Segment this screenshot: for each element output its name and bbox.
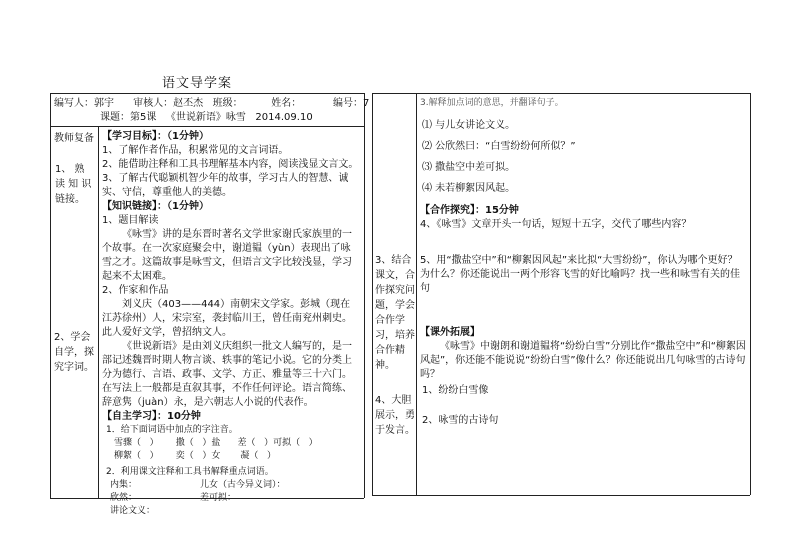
left-table-top-border — [50, 93, 364, 94]
vocab-task-heading: 2．利用课文注释和工具书解释重点词语。 — [106, 467, 274, 477]
vocab-item-xinran: 欣然： — [110, 493, 138, 503]
vocab-item-chakeni: 差可拟： — [200, 493, 237, 503]
left-table-left-border — [50, 93, 51, 498]
author-info-line: 编写人：郭宇 审核人：赵丕杰 班级： 姓名： 编号：7 — [54, 98, 370, 109]
teacher-review-label: 教师复备 — [54, 133, 94, 144]
goals-heading: 【学习目标】：（1分钟） — [102, 131, 209, 142]
title-interpretation-heading: 1、题目解读 — [102, 215, 159, 226]
right-table-top-border — [372, 93, 750, 94]
left-note-2: 2、学会自学，探究字词。 — [54, 332, 94, 373]
goal-item-3: 3、了解古代聪颖机智少年的故事，学习古人的智慧、诚实、守信，尊重他人的美德。 — [102, 173, 349, 198]
pinyin-row-2: 柳絮（ ） 奕（ ）女 凝（ ） — [114, 451, 276, 461]
vocab-item-neiji: 内集： — [110, 480, 138, 490]
right-note-3: 3、结合课文，合作探究问题，学会合作学习，培养合作精神。 — [375, 255, 415, 371]
goal-item-2: 2、能借助注释和工具书理解基本内容，阅读浅显文言文。 — [102, 159, 359, 170]
extension-item-2: 2、咏雪的古诗句 — [422, 415, 499, 426]
extension-paragraph: 《咏雪》中谢朗和谢道韫将“纷纷白雪”分别比作“撒盐空中”和“柳絮因风起”，你还能不能说说“纷纷白雪”像什么？你还能说出几句咏雪的古诗句吗？ — [420, 341, 746, 380]
goal-item-1: 1、了解作者作品，积累常见的文言词语。 — [102, 145, 289, 156]
left-note-1: 1、 熟 读 知 识 链接。 — [55, 164, 92, 205]
author-works-heading: 2、作家和作品 — [102, 285, 169, 296]
sentence-4: ⑷ 未若柳絮因风起。 — [422, 183, 516, 194]
self-study-heading: 【自主学习】：10分钟 — [102, 411, 201, 422]
title-interpretation-paragraph: 《咏雪》讲的是东晋时著名文学世家谢氏家族里的一个故事。在一次家庭聚会中，谢道韫（yùn）表现出了咏雪之才。这篇故事是咏雪文，但语言文字比较浅显，学习起来不太困难。 — [102, 229, 352, 282]
right-table-bottom-border — [372, 495, 750, 496]
left-table-column-divider — [98, 126, 99, 498]
lesson-topic-line: 课题：第5课 《世说新语》咏雪 2014.09.10 — [100, 112, 313, 123]
extension-heading: 【课外拓展】 — [420, 327, 480, 338]
page-title: 语文导学案 — [162, 76, 233, 91]
cooperative-inquiry-heading: 【合作探究】：15分钟 — [420, 205, 519, 216]
book-intro-paragraph: 《世说新语》是由刘义庆组织一批文人编写的，是一部记述魏晋时期人物言谈、轶事的笔记小说。它的分类上分为德行、言语、政事、文学、方正、雅量等三十六门。在写法上一般都是直叙其事，不作任何评论。语言简练、辞意隽（juàn）永，是六朝志人小说的代表作。 — [102, 341, 352, 408]
pinyin-task-heading: 1．给下面词语中加点的字注音。 — [106, 425, 238, 435]
sentence-2: ⑵ 公欣然曰：“白雪纷纷何所似？” — [422, 141, 576, 152]
pinyin-row-1: 雪骤（ ） 撒（ ）盐 差（ ）可拟（ ） — [114, 438, 318, 448]
right-table-column-divider — [416, 93, 417, 495]
right-table-right-border — [750, 93, 751, 495]
sentence-1: ⑴ 与儿女讲论文义。 — [422, 120, 516, 131]
extension-item-1: 1、纷纷白雪像 — [422, 385, 489, 396]
right-note-4: 4、大胆展示，勇于发言。 — [375, 395, 415, 436]
author-bio-paragraph: 刘义庆（403——444）南朝宋文学家。彭城（现在江苏徐州）人，宋宗室，袭封临川王，曾任南兖州刺史。此人爱好文学，曾招纳文人。 — [102, 299, 352, 338]
right-table-left-border — [372, 93, 373, 495]
translate-task-heading: 3.解释加点词的意思，并翻译句子。 — [420, 98, 564, 108]
question-5: 5、用“撒盐空中”和“柳絮因风起”来比拟“大雪纷纷”，你认为哪个更好？为什么？你还能说出一两个形容飞雪的好比喻吗？找一些和咏雪有关的佳句 — [420, 255, 740, 294]
knowledge-link-heading: 【知识链接】：（1分钟） — [102, 201, 209, 212]
question-4: 4、《咏雪》文章开头一句话，短短十五字，交代了哪些内容？ — [420, 219, 692, 230]
vocab-item-jianglun: 讲论文义： — [110, 506, 156, 516]
left-table-right-border — [364, 93, 365, 498]
vocab-item-ernu: 儿女（古今异义词）： — [200, 480, 286, 490]
sentence-3: ⑶ 撒盐空中差可拟。 — [422, 162, 516, 173]
